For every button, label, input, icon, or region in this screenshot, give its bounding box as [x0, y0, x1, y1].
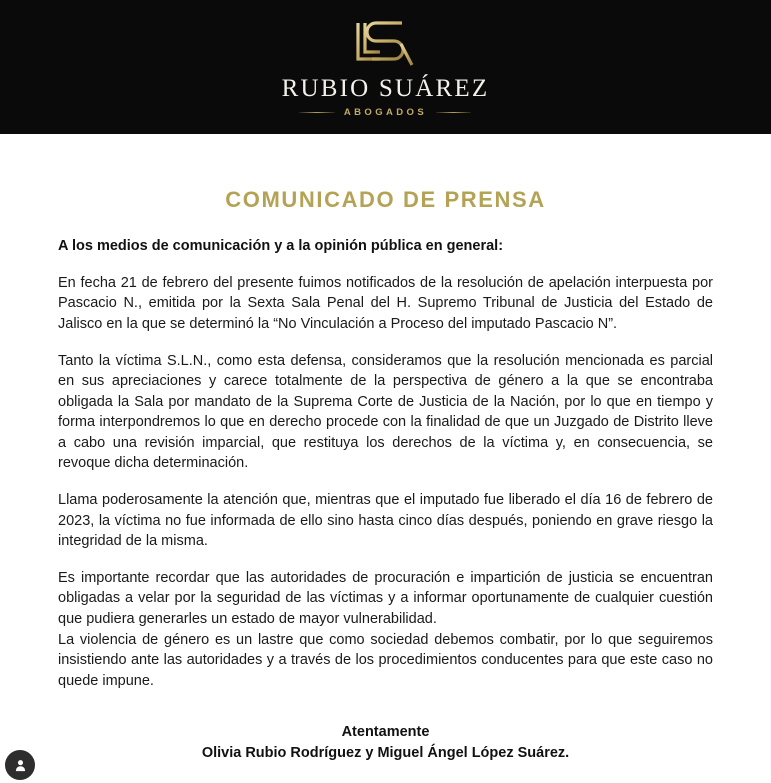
signature-block — [58, 722, 713, 763]
paragraph-1: En fecha 21 de febrero del presente fuimos notificados de la resolución de apelación interpuesta por Pascacio N., emitida por la Sexta Sala Penal del H. Supremo Tribunal de Justicia del Estado de Jalisco en la que se determinó la “No Vinculación a Proceso del imputado Pascacio N”. — [58, 274, 713, 332]
brand-header-band — [0, 0, 771, 134]
press-release-document — [0, 134, 771, 783]
rule-left — [299, 112, 334, 113]
document-content — [58, 213, 713, 763]
brand-subtitle: ABOGADOS — [343, 106, 428, 118]
paragraph-3: Llama poderosamente la atención que, mientras que el imputado fue liberado el día 16 de febrero de 2023, la víctima no fue informada de ello sino hasta cinco días después, poniendo en grave riesgo la integridad de la misma. — [58, 492, 713, 550]
page-title: COMUNICADO DE PRENSA — [225, 187, 546, 212]
paragraph-4: Es importante recordar que las autoridades de procuración e impartición de justicia se encuentran obligadas a velar por la seguridad de las víctimas y a informar oportunamente de cualquier cuestión que pudiera generarles un estado de mayor vulnerabilidad. — [58, 569, 713, 627]
rule-right — [436, 112, 471, 113]
signature-names: Olivia Rubio Rodríguez y Miguel Ángel López Suárez. — [201, 744, 570, 761]
brand-name: RUBIO SUÁREZ — [281, 74, 490, 102]
brand-subtitle-row — [299, 107, 471, 118]
person-avatar-icon[interactable] — [5, 750, 35, 780]
rs-monogram-icon — [346, 19, 424, 69]
signature-closing: Atentamente — [341, 724, 430, 741]
paragraph-2: Tanto la víctima S.L.N., como esta defensa, consideramos que la resolución mencionada es parcial en sus apreciaciones y carece totalmente de la perspectiva de género a la que se encontraba obligada la Sala por mandato de la Suprema Corte de Justicia de la Nación, por lo que en tiempo y forma interpondremos lo que en derecho procede con la finalidad de que un Juzgado de Distrito lleve a cabo una revisión imparcial, que restituya los derechos de la víctima y, en consecuencia, se revoque dicha determinación. — [58, 352, 713, 472]
brand-block — [282, 19, 490, 118]
paragraph-5: La violencia de género es un lastre que como sociedad debemos combatir, por lo que seguiremos insistiendo ante las autoridades y a través de los procedimientos conducentes para que este caso no quede impune. — [58, 631, 713, 689]
salutation: A los medios de comunicación y a la opinión pública en general: — [58, 238, 504, 254]
